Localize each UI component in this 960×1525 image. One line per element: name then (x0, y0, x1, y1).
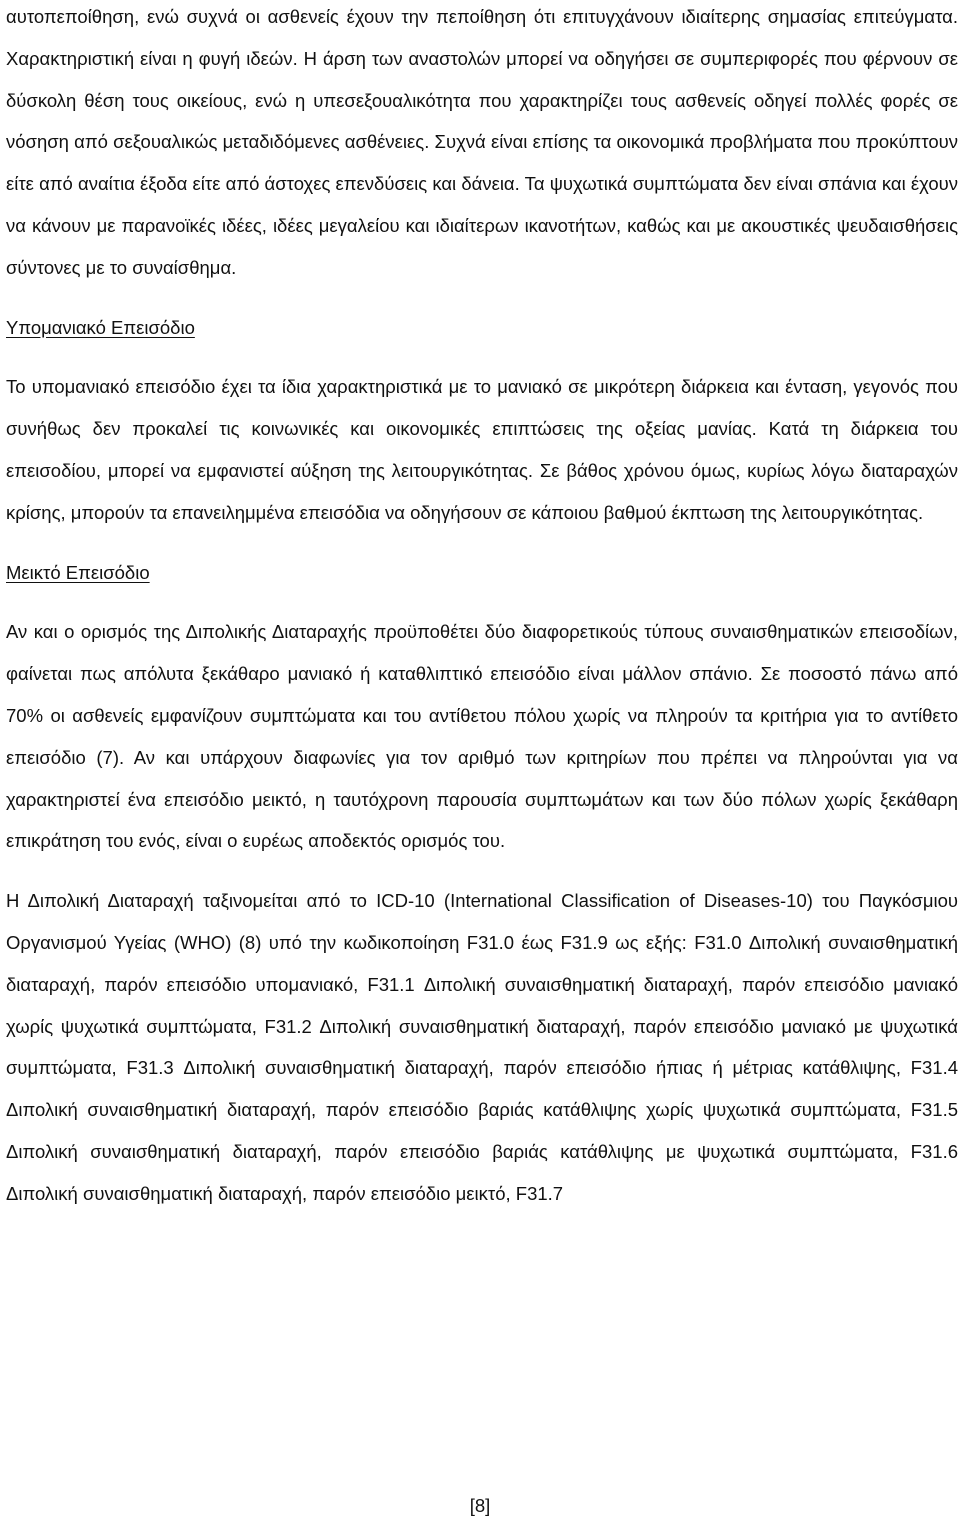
spacer (6, 534, 958, 552)
classification-paragraph: Η Διπολική Διαταραχή ταξινομείται από το ICD-10 (International Classification of Diseases-10) του Παγκόσμιου Οργανισμού Υγείας (WHO) (8) υπό την κωδικοποίηση F31.0 έως F31.9 ως εξής: F31.0 Διπολική συναισθηματική διαταραχή, παρόν επεισόδιο υπομανιακό, F31.1 Διπολική συναισθηματική διαταραχή, παρόν επεισόδιο μανιακό χωρίς ψυχωτικά συμπτώματα, F31.2 Διπολική συναισθηματική διαταραχή, παρόν επεισόδιο μανιακό με ψυχωτικά συμπτώματα, F31.3 Διπολική συναισθηματική διαταραχή, παρόν επεισόδιο ήπιας ή μέτριας κατάθλιψης, F31.4 Διπολική συναισθηματική διαταραχή, παρόν επεισόδιο βαριάς κατάθλιψης χωρίς ψυχωτικά συμπτώματα, F31.5 Διπολική συναισθηματική διαταραχή, παρόν επεισόδιο βαριάς κατάθλιψης με ψυχωτικά συμπτώματα, F31.6 Διπολική συναισθηματική διαταραχή, παρόν επεισόδιο μεικτό, F31.7 (6, 890, 958, 1204)
mixed-paragraph: Αν και ο ορισμός της Διπολικής Διαταραχής προϋποθέτει δύο διαφορετικούς τύπους συναισθηματικών επεισοδίων, φαίνεται πως απόλυτα ξεκάθαρο μανιακό ή καταθλιπτικό επεισόδιο είναι μάλλον σπάνιο. Σε ποσοστό πάνω από 70% οι ασθενείς εμφανίζουν συμπτώματα και του αντίθετου πόλου χωρίς να πληρούν τα κριτήρια για το αντίθετο επεισόδιο (7). Αν και υπάρχουν διαφωνίες για τον αριθμό των κριτηρίων που πρέπει να πληρούνται για να χαρακτηριστεί ένα επεισόδιο μεικτό, η ταυτόχρονη παρουσία συμπτωμάτων και των δύο πόλων χωρίς ξεκάθαρη επικράτηση του ενός, είναι ο ευρέως αποδεκτός ορισμός του. (6, 621, 958, 852)
hypomanic-heading: Υπομανιακό Επεισόδιο (6, 316, 195, 338)
spacer (6, 862, 958, 880)
document-page (6, 0, 958, 1215)
hypomanic-paragraph: Το υπομανιακό επεισόδιο έχει τα ίδια χαρακτηριστικά με το μανιακό σε μικρότερη διάρκεια και ένταση, γεγονός που συνήθως δεν προκαλεί τις κοινωνικές και οικονομικές επιπτώσεις της οξείας μανίας. Κατά τη διάρκεια του επεισοδίου, μπορεί να εμφανιστεί αύξηση της λειτουργικότητας. Σε βάθος χρόνου όμως, κυρίως λόγω διαταραχών κρίσης, μπορούν τα επανειλημμένα επεισόδια να οδηγήσουν σε κάποιου βαθμού έκπτωση της λειτουργικότητας. (6, 376, 958, 523)
mixed-heading: Μεικτό Επεισόδιο (6, 561, 150, 583)
spacer (6, 348, 958, 366)
intro-paragraph: αυτοπεποίθηση, ενώ συχνά οι ασθενείς έχουν την πεποίθηση ότι επιτυγχάνουν ιδιαίτερης σημασίας επιτεύγματα. Χαρακτηριστική είναι η φυγή ιδεών. Η άρση των αναστολών μπορεί να οδηγήσει σε συμπεριφορές που φέρνουν σε δύσκολη θέση τους οικείους, ενώ η υπεσεξουαλικότητα που χαρακτηρίζει τους ασθενείς οδηγεί πολλές φορές σε νόσηση από σεξουαλικώς μεταδιδόμενες ασθένειες. Συχνά είναι επίσης τα οικονομικά προβλήματα που προκύπτουν είτε από αναίτια έξοδα είτε από άστοχες επενδύσεις και δάνεια. Τα ψυχωτικά συμπτώματα δεν είναι σπάνια και έχουν να κάνουν με παρανοϊκές ιδέες, ιδέες μεγαλείου και ιδιαίτερων ικανοτήτων, καθώς και με ακουστικές ψευδαισθήσεις σύντονες με το συναίσθημα. (6, 6, 958, 278)
spacer (6, 593, 958, 611)
spacer (6, 289, 958, 307)
page-number: [8] (469, 1495, 491, 1516)
